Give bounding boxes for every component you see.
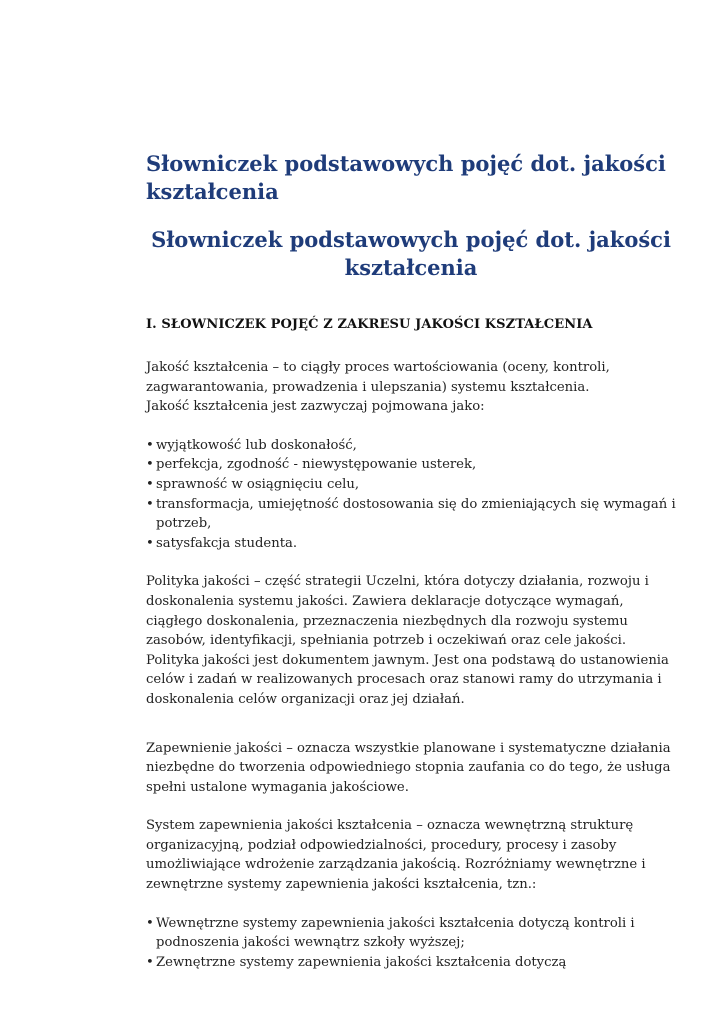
paragraph-system: System zapewnienia jakości kształcenia – oznacza wewnętrzną strukturę organizacyjną, podział odpowiedzialności, procedury, procesy i zasoby umożliwiające wdrożenie zarządzania jakością. Rozróżniamy wewnętrzne i zewnętrzne systemy zapewnienia jakości kształcenia, tzn.: — [146, 818, 646, 893]
list-jakosc — [146, 436, 676, 554]
list-item: • transformacja, umiejętność dostosowania się do zmieniających się wymagań i potrzeb, — [146, 495, 676, 534]
list-item: • Zewnętrzne systemy zapewnienia jakości kształcenia dotyczą — [146, 953, 676, 973]
list-item: • Wewnętrzne systemy zapewnienia jakości kształcenia dotyczą kontroli i podnoszenia jakości wewnątrz szkoły wyższej; — [146, 914, 676, 953]
list-item: • satysfakcja studenta. — [146, 534, 676, 554]
list-item: • sprawność w osiągnięciu celu, — [146, 475, 676, 495]
section-heading: I. SŁOWNICZEK POJĘĆ Z ZAKRESU JAKOŚCI KSZTAŁCENIA — [146, 317, 593, 332]
list-systemy — [146, 914, 676, 973]
paragraph-jakosc-intro: Jakość kształcenia jest zazwyczaj pojmowana jako: — [146, 399, 485, 415]
paragraph-polityka: Polityka jakości – część strategii Uczelni, która dotyczy działania, rozwoju i doskonalenia systemu jakości. Zawiera deklaracje dotyczące wymagań, ciągłego doskonalenia, przeznaczenia niezbędnych dla rozwoju systemu zasobów, identyfikacji, spełniania potrzeb i oczekiwań oraz cele jakości. Polityka jakości jest dokumentem jawnym. Jest ona podstawą do ustanowienia celów i zadań w realizowanych procesach oraz stanowi ramy do utrzymania i doskonalenia celów organizacji oraz jej działań. — [146, 574, 669, 707]
list-item: • wyjątkowość lub doskonałość, — [146, 436, 676, 456]
paragraph-zapewnienie: Zapewnienie jakości – oznacza wszystkie planowane i systematyczne działania niezbędne do tworzenia odpowiedniego stopnia zaufania co do tego, że usługa spełni ustalone wymagania jakościowe. — [146, 740, 671, 795]
document-title-centered: Słowniczek podstawowych pojęć dot. jakości kształcenia — [151, 227, 671, 280]
paragraph-jakosc-definition: Jakość kształcenia – to ciągły proces wartościowania (oceny, kontroli, zagwarantowania, prowadzenia i ulepszania) systemu kształcenia. — [146, 360, 610, 395]
document-page — [146, 150, 676, 972]
list-item: • perfekcja, zgodność - niewystępowanie usterek, — [146, 455, 676, 475]
document-title: Słowniczek podstawowych pojęć dot. jakości kształcenia — [146, 151, 666, 204]
